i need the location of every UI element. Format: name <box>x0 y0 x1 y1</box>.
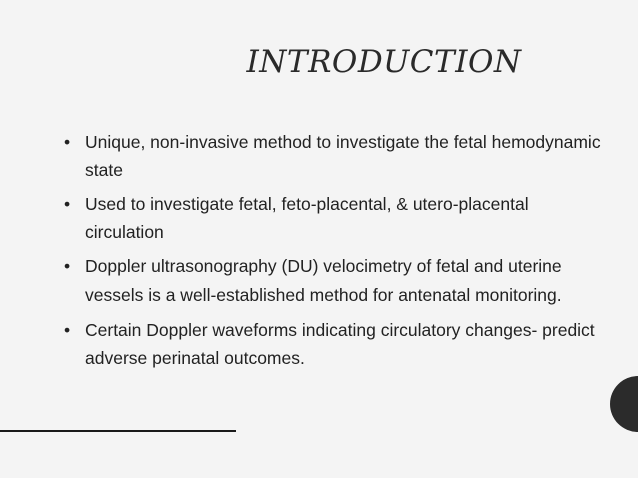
bullet-item <box>64 190 604 246</box>
bullet-marker: • <box>64 194 71 214</box>
bullet-marker: • <box>64 320 71 340</box>
bullet-item <box>64 316 604 372</box>
decorative-divider <box>0 430 236 432</box>
bullet-text: Used to investigate fetal, feto-placental, & utero-placental circulation <box>85 194 529 242</box>
bullet-list <box>64 128 604 378</box>
bullet-item <box>64 128 604 184</box>
bullet-marker: • <box>64 132 71 152</box>
slide-title: INTRODUCTION <box>246 44 522 80</box>
bullet-text: Certain Doppler waveforms indicating circulatory changes- predict adverse perinatal outcomes. <box>85 320 595 368</box>
bullet-item <box>64 252 604 310</box>
bullet-text: Doppler ultrasonography (DU) velocimetry of fetal and uterine vessels is a well-established method for antenatal monitoring. <box>85 256 562 305</box>
bullet-text: Unique, non-invasive method to investigate the fetal hemodynamic state <box>85 132 601 180</box>
decorative-circle <box>610 376 638 432</box>
bullet-marker: • <box>64 256 71 276</box>
